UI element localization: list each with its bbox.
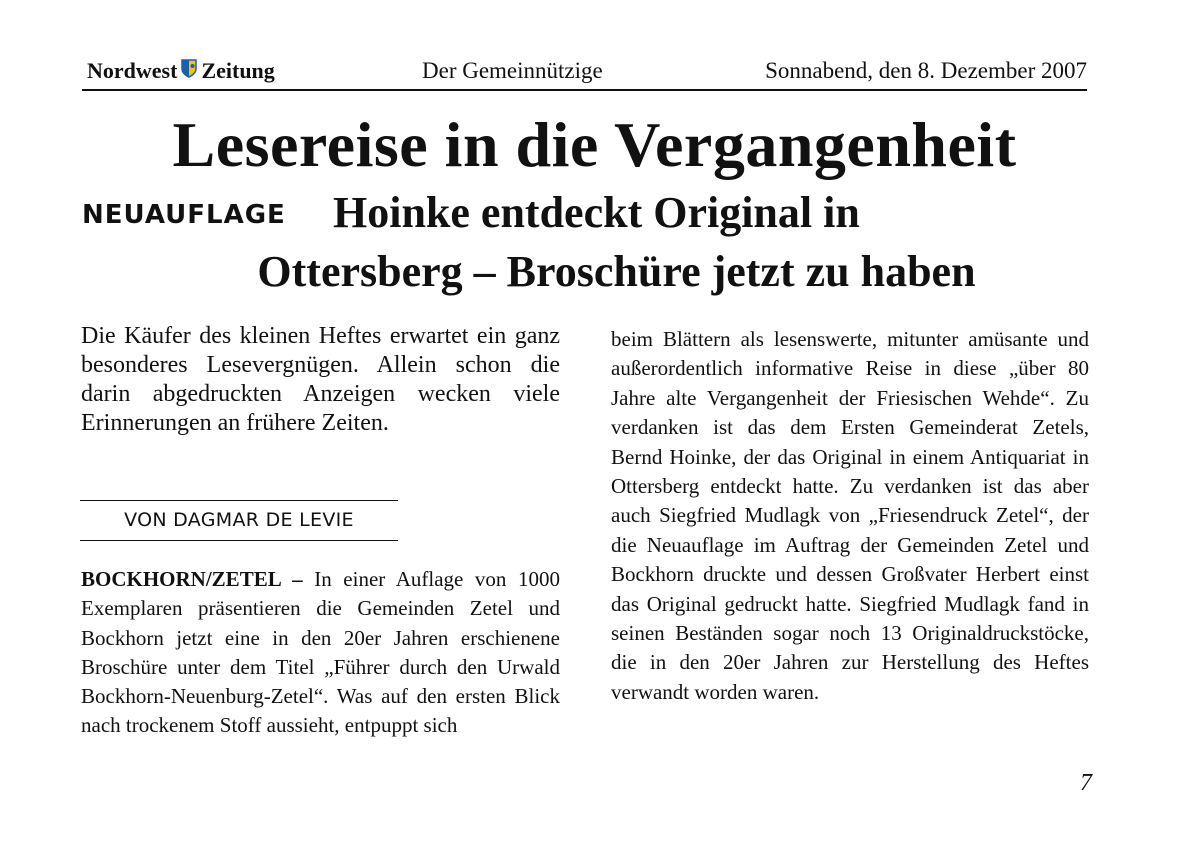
section-name: Der Gemeinnützige <box>422 58 603 83</box>
byline-rule-top <box>80 500 398 501</box>
lead-paragraph: Die Käufer des kleinen Heftes erwartet ein ganz besonderes Lesevergnügen. Allein schon die darin abgedruckten Anzeigen wecken viele Erinnerungen an frühere Zeiten. <box>81 323 560 436</box>
body-column-1 <box>81 565 560 741</box>
body-text-col1: In einer Auflage von 1000 Exemplaren präsentieren die Gemeinden Zetel und Bockhorn jetzt eine in den 20er Jahren erschienene Broschüre unter dem Titel „Führer durch den Urwald Bockhorn-Neuenburg-Zetel“. Was auf den ersten Blick nach trockenem Stoff aussieht, entpuppt sich <box>81 567 560 738</box>
masthead-rule <box>82 89 1087 91</box>
issue-date: Sonnabend, den 8. Dezember 2007 <box>765 58 1087 83</box>
masthead <box>82 58 1087 88</box>
paper-name-right: Zeitung <box>201 58 275 83</box>
kicker: NEUAUFLAGE <box>82 200 286 230</box>
crest-icon <box>181 58 197 84</box>
subheadline-line1: Hoinke entdeckt Original in <box>333 188 860 237</box>
body-column-2: beim Blättern als lesenswerte, mitunter amüsante und außerordentlich informative Reise in diese „über 80 Jahre alte Vergangenheit der Friesischen Wehde“. Zu verdanken ist das dem Ersten Gemeinderat Zetels, Bernd Hoinke, der das Original in einem Antiquariat in Ottersberg entdeckt hatte. Zu verdanken ist das aber auch Siegfried Mudlagk von „Friesendruck Zetel“, der die Neuauflage im Auftrag der Gemeinden Zetel und Bockhorn druckte und dessen Großvater Herbert einst das Original gedruckt hatte. Siegfried Mudlagk fand in seinen Beständen sogar noch 13 Originaldruckstöcke, die in den 20er Jahren zur Herstellung des Heftes verwandt worden waren. <box>611 327 1089 704</box>
headline: Lesereise in die Vergangenheit <box>172 109 1017 180</box>
newspaper-logo <box>87 58 275 84</box>
dateline: BOCKHORN/ZETEL – <box>81 567 303 591</box>
paper-name-left: Nordwest <box>87 58 178 83</box>
byline: VON DAGMAR DE LEVIE <box>124 509 354 531</box>
byline-rule-bottom <box>80 540 398 541</box>
subheadline-line2: Ottersberg – Broschüre jetzt zu haben <box>257 247 976 296</box>
page-number: 7 <box>1080 770 1092 796</box>
